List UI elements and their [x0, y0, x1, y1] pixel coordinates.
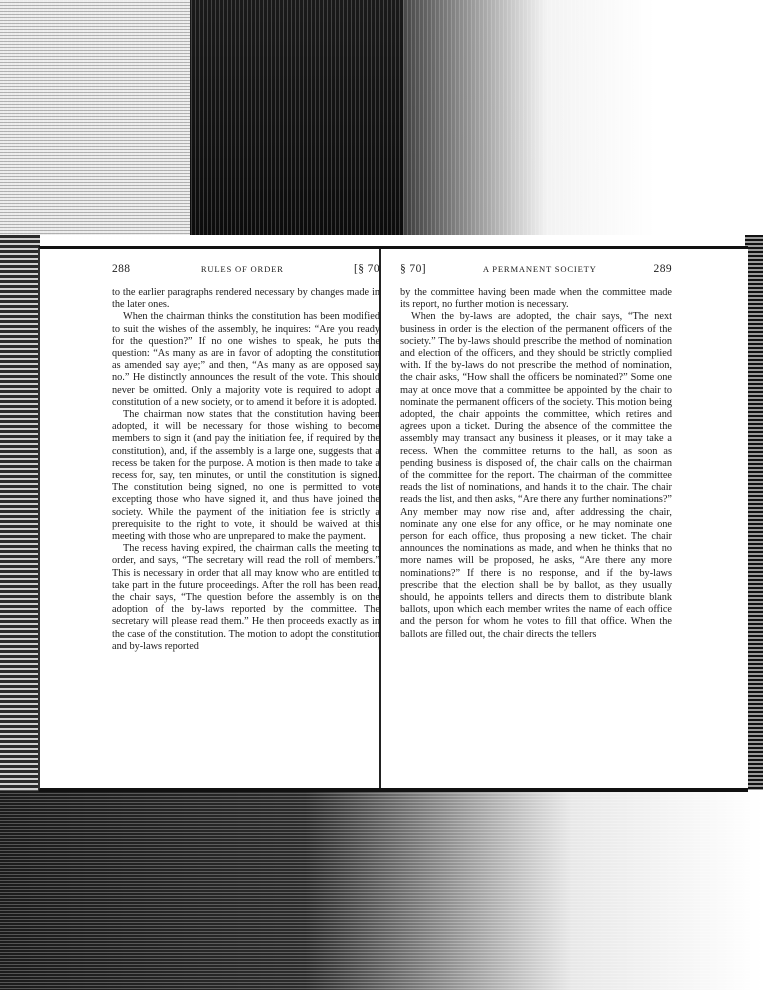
paragraph: The chairman now states that the constitution having been adopted, it will be necessary for those wishing to become members to sign it (and pay the initiation fee, if required by the constitution), and, if the assembly is a large one, suggests that a recess be taken for the purpose. A motion is then made to take a recess for, say, ten minutes, or until the constitution is signed. The constitution being signed, no one is permitted to vote excepting those who have signed it, and thus have joined the society. While the payment of the initiation fee is strictly a prerequisite to the right to vote, it should be waived at this meeting with those who are unprepared to make the payment. — [112, 409, 380, 543]
scan-noise-top-left — [0, 0, 190, 235]
paragraph: to the earlier paragraphs rendered necessary by changes made in the later ones. — [112, 287, 380, 311]
right-page-number: 289 — [653, 263, 672, 275]
right-page-text — [400, 287, 672, 641]
left-section-marker: [§ 70 — [354, 263, 380, 275]
paragraph: The recess having expired, the chairman calls the meeting to order, and says, “The secretary will read the roll of members.” This is necessary in order that all may know who are entitled to take part in the future proceedings. After the roll has been read, the chair says, “The question before the assembly is on the adoption of the by-laws reported by the committee. The secretary will please read them.” He then proceeds exactly as in the case of the constitution. The motion to adopt the constitution and by-laws reported — [112, 543, 380, 652]
left-page — [112, 263, 380, 783]
left-page-number: 288 — [112, 263, 131, 275]
right-page — [400, 263, 672, 783]
right-running-title: A PERMANENT SOCIETY — [482, 264, 597, 274]
left-page-text — [112, 287, 380, 653]
left-running-title: RULES OF ORDER — [200, 264, 284, 274]
right-section-marker: § 70] — [400, 263, 426, 275]
paragraph: When the chairman thinks the constitution has been modified to suit the wishes of the assembly, he inquires: “Are you ready for the question?” If no one wishes to speak, he puts the question: “As many as are in favor of adopting the constitution as amended say aye;” and then, “As many as are opposed say no.” He distinctly announces the result of the vote. This should never be omitted. Only a majority vote is required to adopt a constitution of a new society, or to amend it before it is adopted. — [112, 311, 380, 408]
scan-background-top-right — [403, 0, 763, 235]
left-running-head — [112, 263, 380, 281]
book-spread — [38, 246, 748, 792]
right-running-head — [400, 263, 672, 281]
scan-edge-left — [0, 235, 40, 795]
scan-background-bottom — [0, 790, 763, 990]
paragraph: When the by-laws are adopted, the chair says, “The next business in order is the election of the permanent officers of the society.” The by-laws should prescribe the method of nomination and election of the officers, and they should be strictly complied with. If the by-laws do not prescribe the method of nomination, the chair asks, “How shall the officers be nominated?” Some one may at once move that a committee be appointed by the chair to nominate the permanent officers of the society. This motion being adopted, the chair appoints the committee, which retires and agrees upon a ticket. During the absence of the committee the assembly may transact any business it pleases, or it may take a recess. When the committee returns to the hall, as soon as pending business is disposed of, the chair calls on the chairman of the committee for the report. The chairman of the committee reads the list of nominations, and hands it to the chair. The chair reads the list, and then asks, “Are there any further nominations?” Any member may now rise and, after addressing the chair, nominate any one else for any office, or he may nominate one person for each office, thus proposing a new ticket. The chair announces the nominations as made, and when he thinks that no more names will be proposed, he asks, “Are there any more nominations?” If there is no response, and if the by-laws prescribe that the election shall be by ballot, as they usually should, he appoints tellers and directs them to distribute blank ballots, upon which each member writes the name of each office and the person for whom he votes to fill that office. When the ballots are filled out, the chair directs the tellers — [400, 311, 672, 640]
paragraph: by the committee having been made when the committee made its report, no further motion is necessary. — [400, 287, 672, 311]
